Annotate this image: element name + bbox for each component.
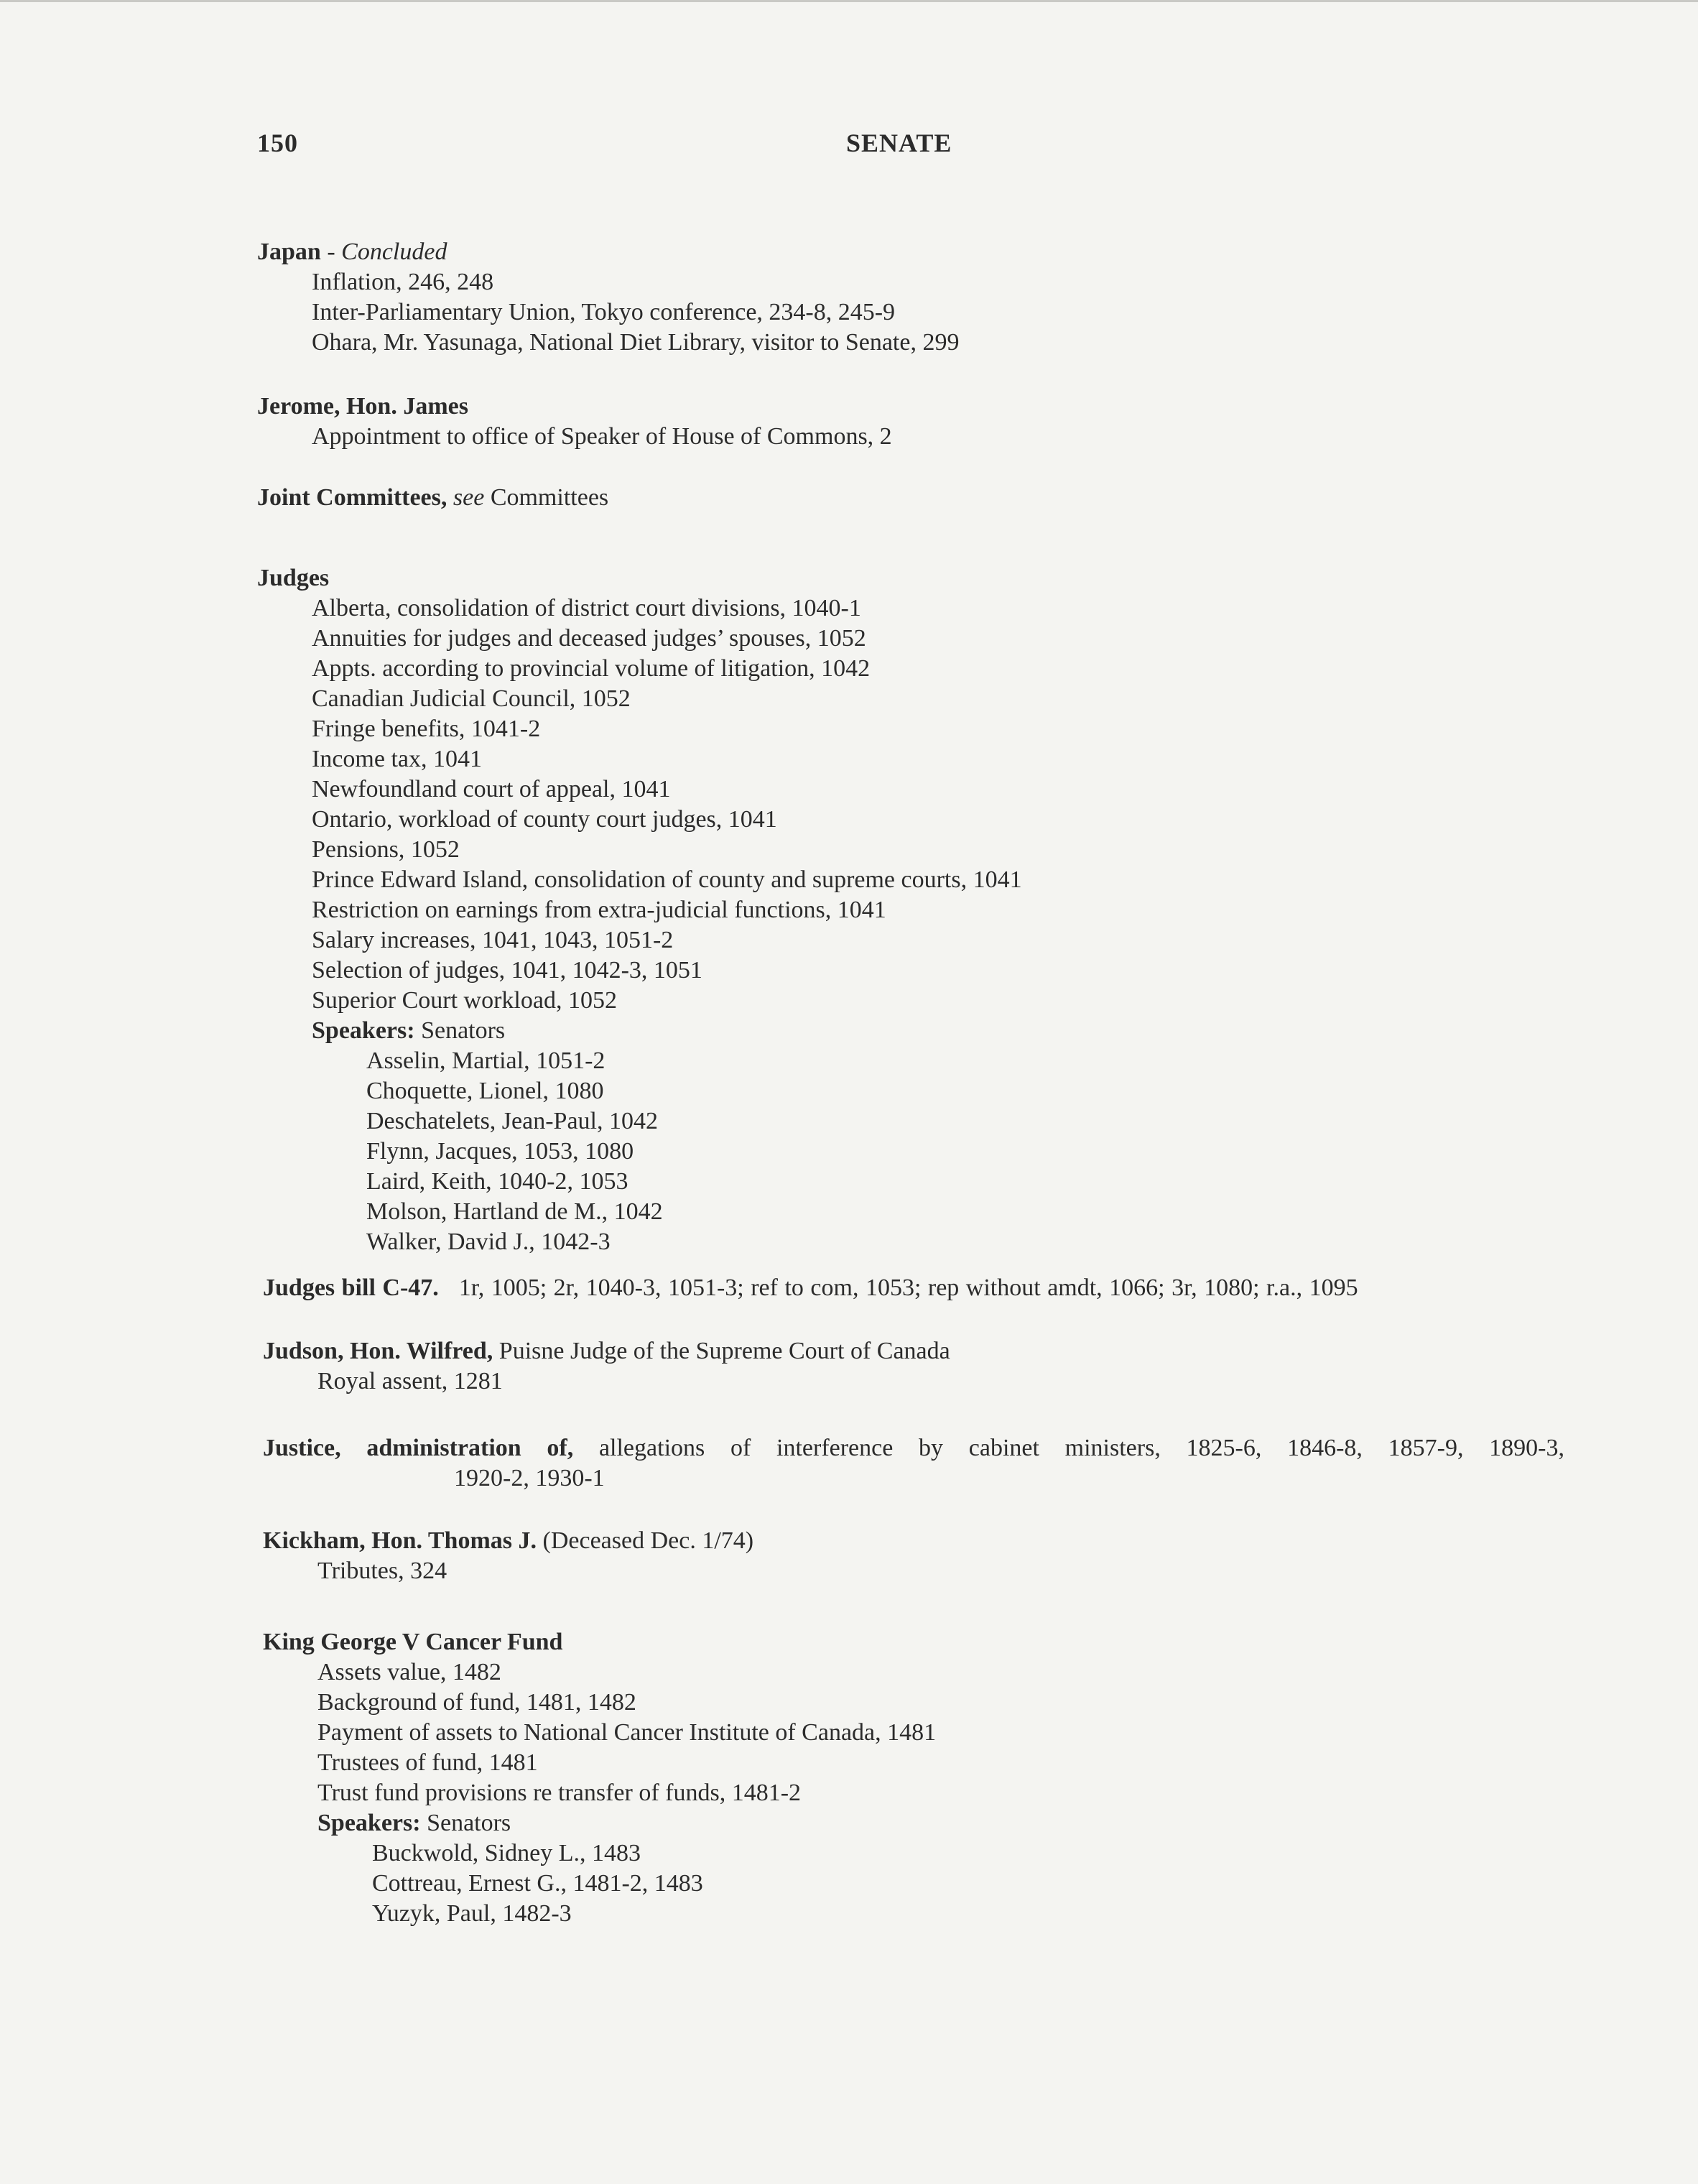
index-entry-king-george: [263, 1627, 936, 1929]
entry-text: allegations of interference by cabinet ministers, 1825-6, 1846-8, 1857-9, 1890-3,: [598, 1435, 1564, 1461]
subentry: Newfoundland court of appeal, 1041: [312, 776, 671, 802]
bill-stages: 1r, 1005; 2r, 1040-3, 1051-3; ref to com, 1053; rep without amdt, 1066; 3r, 1080; r.a., 1095: [458, 1274, 1358, 1301]
speakers-heading: [257, 1016, 1022, 1046]
speakers-group: Senators: [414, 1017, 506, 1044]
entry-note: (Deceased Dec. 1/74): [537, 1527, 754, 1554]
entry-qualifier: Concluded: [341, 239, 447, 265]
subentry: Inter-Parliamentary Union, Tokyo conference, 234-8, 245-9: [312, 299, 896, 325]
entry-heading: [257, 563, 1022, 593]
speakers-label: Speakers:: [312, 1017, 415, 1044]
speaker-item: Flynn, Jacques, 1053, 1080: [366, 1138, 634, 1165]
speaker-item: Walker, David J., 1042-3: [366, 1228, 611, 1255]
entry-title: Jerome, Hon. James: [257, 393, 468, 420]
subentry: Annuities for judges and deceased judges’ spouses, 1052: [312, 625, 866, 652]
entry-continuation: 1920-2, 1930-1: [454, 1465, 605, 1491]
subentry: Ontario, workload of county court judges, 1041: [312, 806, 777, 833]
entry-heading: [263, 1336, 950, 1366]
index-entry-jerome: [257, 392, 892, 452]
subentry: Superior Court workload, 1052: [312, 987, 617, 1014]
speaker-item: Deschatelets, Jean-Paul, 1042: [366, 1108, 658, 1134]
entry-heading: [263, 1273, 1358, 1303]
entry-heading: [257, 483, 608, 513]
entry-title: Japan: [257, 239, 321, 265]
speaker-item: Yuzyk, Paul, 1482-3: [372, 1900, 572, 1927]
subentry: Background of fund, 1481, 1482: [317, 1689, 636, 1716]
entry-title: Justice, administration of,: [263, 1435, 574, 1461]
speaker-item: Laird, Keith, 1040-2, 1053: [366, 1168, 628, 1195]
page-edge: [0, 0, 1698, 2]
entry-title: Judges: [257, 565, 330, 591]
subentry: Trustees of fund, 1481: [317, 1749, 538, 1776]
entry-title: Judges bill C-47.: [263, 1274, 439, 1301]
speakers-label: Speakers:: [317, 1810, 421, 1836]
speakers-heading: [263, 1808, 936, 1838]
entry-heading: [263, 1627, 936, 1657]
subentry: Trust fund provisions re transfer of funds, 1481-2: [317, 1780, 802, 1806]
entry-heading: [263, 1526, 753, 1556]
index-entry-judson: [263, 1336, 950, 1397]
subentry: Ohara, Mr. Yasunaga, National Diet Library, visitor to Senate, 299: [312, 329, 960, 356]
subentry: Appointment to office of Speaker of House of Commons, 2: [312, 423, 892, 450]
entry-description: Puisne Judge of the Supreme Court of Canada: [493, 1338, 950, 1364]
page-number: 150: [257, 129, 298, 157]
speaker-item: Choquette, Lionel, 1080: [366, 1078, 604, 1104]
subentry: Tributes, 324: [317, 1558, 447, 1584]
speakers-group: Senators: [420, 1810, 511, 1836]
speaker-item: Molson, Hartland de M., 1042: [366, 1198, 663, 1225]
subentry: Fringe benefits, 1041-2: [312, 716, 541, 742]
index-entry-joint-committees: [257, 483, 608, 513]
running-head: SENATE: [846, 129, 952, 157]
index-entry-justice: [263, 1433, 1564, 1494]
entry-title: Kickham, Hon. Thomas J.: [263, 1527, 537, 1554]
subentry: Royal assent, 1281: [317, 1368, 503, 1394]
subentry: Canadian Judicial Council, 1052: [312, 685, 631, 712]
speaker-item: Cottreau, Ernest G., 1481-2, 1483: [372, 1870, 703, 1897]
speaker-item: Buckwold, Sidney L., 1483: [372, 1840, 641, 1866]
subentry: Income tax, 1041: [312, 746, 482, 772]
entry-heading: [257, 392, 892, 422]
see-reference: see: [453, 484, 485, 511]
index-entry-kickham: [263, 1526, 753, 1586]
subentry: Restriction on earnings from extra-judicial functions, 1041: [312, 897, 886, 923]
subentry: Prince Edward Island, consolidation of county and supreme courts, 1041: [312, 866, 1022, 893]
entry-separator: -: [320, 239, 342, 265]
subentry: Alberta, consolidation of district court divisions, 1040-1: [312, 595, 861, 621]
entry-heading: [257, 237, 959, 267]
subentry: Pensions, 1052: [312, 836, 460, 863]
index-entry-judges: [257, 563, 1022, 1257]
entry-title: Judson, Hon. Wilfred,: [263, 1338, 493, 1364]
speaker-item: Asselin, Martial, 1051-2: [366, 1047, 606, 1074]
subentry: Payment of assets to National Cancer Institute of Canada, 1481: [317, 1719, 937, 1746]
entry-title: King George V Cancer Fund: [263, 1629, 563, 1655]
subentry: Selection of judges, 1041, 1042-3, 1051: [312, 957, 702, 984]
subentry: Appts. according to provincial volume of litigation, 1042: [312, 655, 871, 682]
subentry: Assets value, 1482: [317, 1659, 501, 1685]
entry-title: Joint Committees,: [257, 484, 447, 511]
index-entry-judges-bill: [263, 1273, 1358, 1303]
cross-reference-target: Committees: [484, 484, 609, 511]
subentry: Salary increases, 1041, 1043, 1051-2: [312, 927, 674, 953]
index-entry-japan: [257, 237, 959, 358]
subentry: Inflation, 246, 248: [312, 269, 494, 295]
entry-heading: [263, 1433, 1564, 1463]
